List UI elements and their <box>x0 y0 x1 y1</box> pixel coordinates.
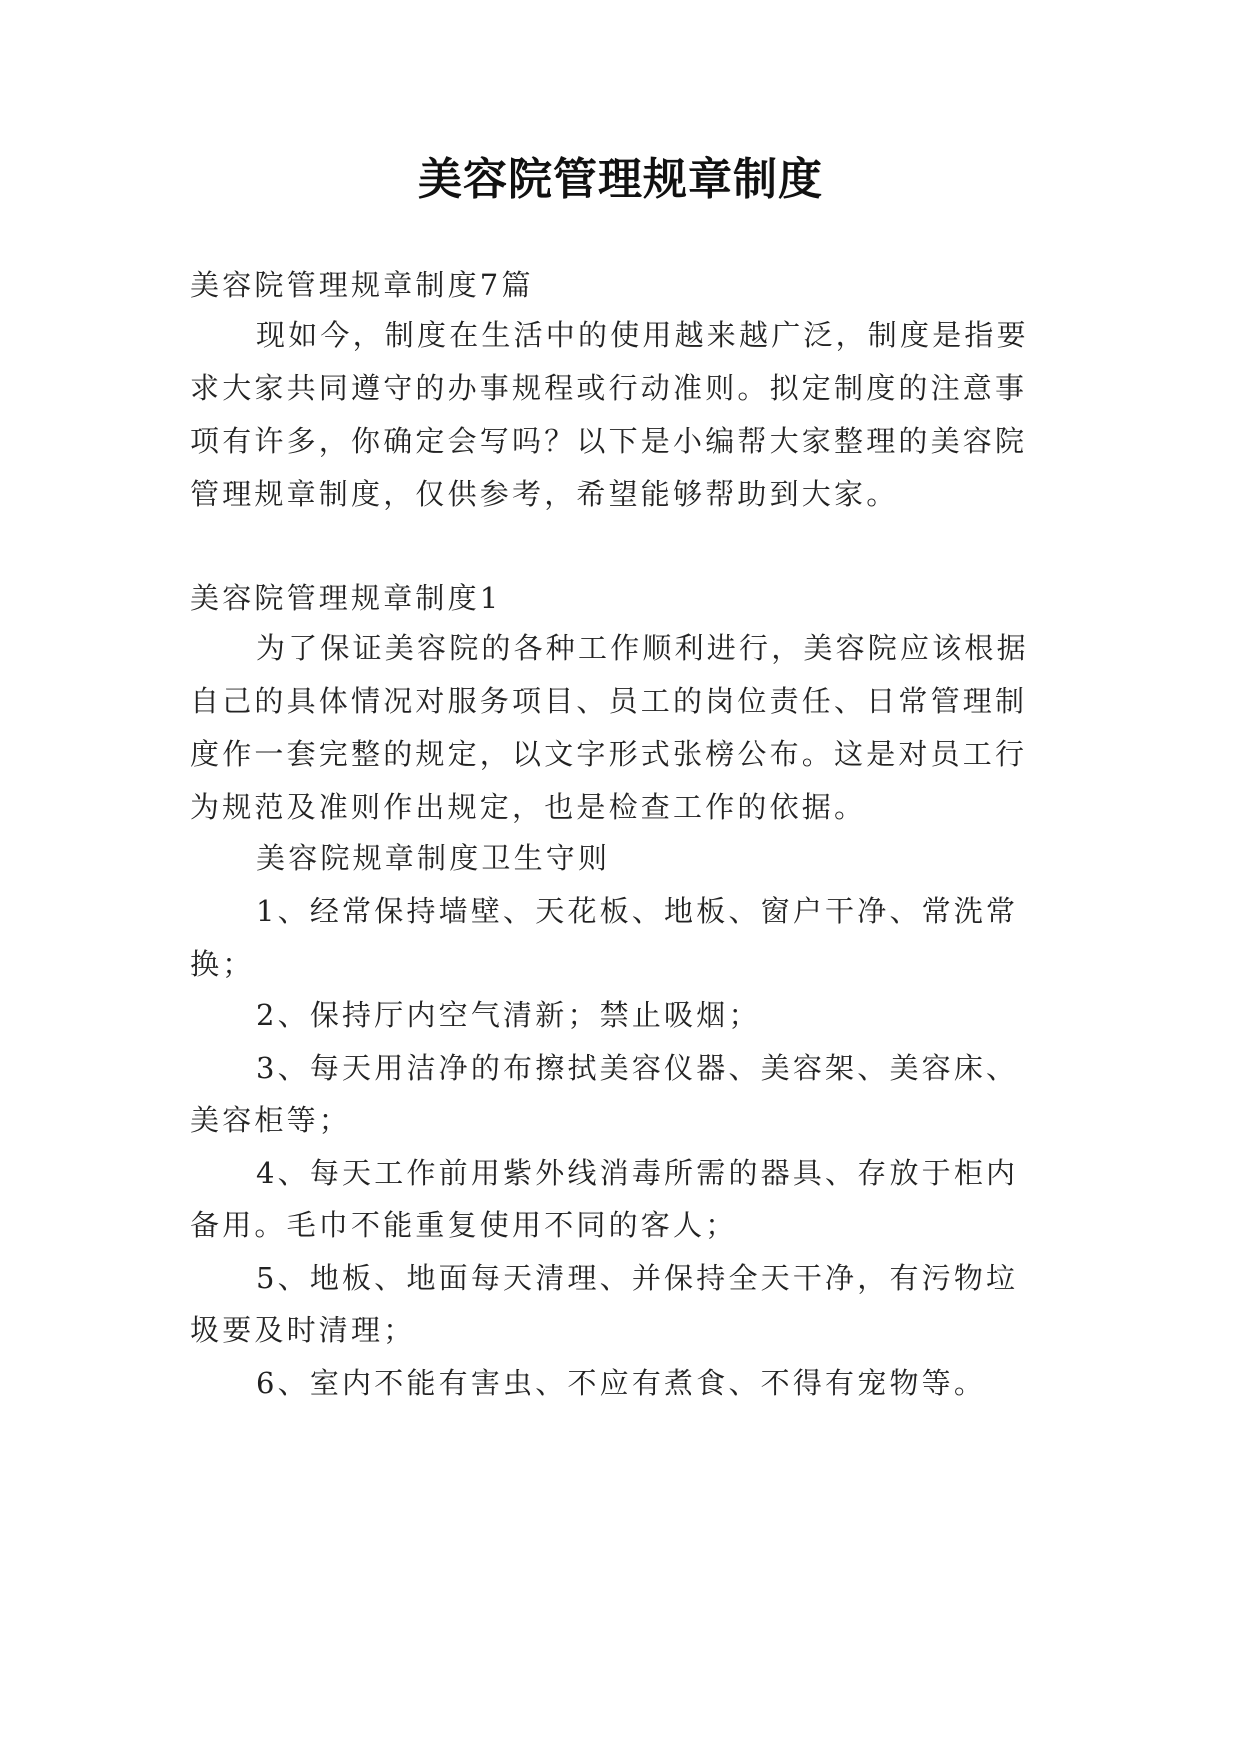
paragraph-line: 现如今，制度在生活中的使用越来越广泛，制度是指要 <box>256 318 1029 352</box>
list-item-line: 4、每天工作前用紫外线消毒所需的器具、存放于柜内 <box>256 1156 1019 1190</box>
list-item-line: 5、地板、地面每天清理、并保持全天干净，有污物垃 <box>256 1261 1019 1295</box>
subsection-heading: 美容院规章制度卫生守则 <box>256 841 611 875</box>
paragraph-line: 管理规章制度，仅供参考，希望能够帮助到大家。 <box>190 477 899 511</box>
document-title: 美容院管理规章制度 <box>418 154 823 205</box>
list-item-line: 6、室内不能有害虫、不应有煮食、不得有宠物等。 <box>256 1366 987 1400</box>
list-item-line: 2、保持厅内空气清新；禁止吸烟； <box>256 998 761 1032</box>
section-heading: 美容院管理规章制度1 <box>190 581 502 615</box>
paragraph-line: 项有许多，你确定会写吗？以下是小编帮大家整理的美容院 <box>190 424 1028 458</box>
list-item-line: 1、经常保持墙壁、天花板、地板、窗户干净、常洗常 <box>256 894 1019 928</box>
list-item-line: 美容柜等； <box>190 1103 352 1137</box>
paragraph-line: 度作一套完整的规定，以文字形式张榜公布。这是对员工行 <box>190 737 1028 771</box>
list-item-line: 换； <box>190 947 255 981</box>
section-heading: 美容院管理规章制度7篇 <box>190 268 534 302</box>
list-item-line: 3、每天用洁净的布擦拭美容仪器、美容架、美容床、 <box>256 1051 1019 1085</box>
paragraph-line: 自己的具体情况对服务项目、员工的岗位责任、日常管理制 <box>190 684 1028 718</box>
paragraph-line: 为了保证美容院的各种工作顺利进行，美容院应该根据 <box>256 631 1029 665</box>
list-item-line: 备用。毛巾不能重复使用不同的客人； <box>190 1208 738 1242</box>
list-item-line: 圾要及时清理； <box>190 1313 416 1347</box>
paragraph-line: 求大家共同遵守的办事规程或行动准则。拟定制度的注意事 <box>190 371 1028 405</box>
paragraph-line: 为规范及准则作出规定，也是检查工作的依据。 <box>190 790 867 824</box>
